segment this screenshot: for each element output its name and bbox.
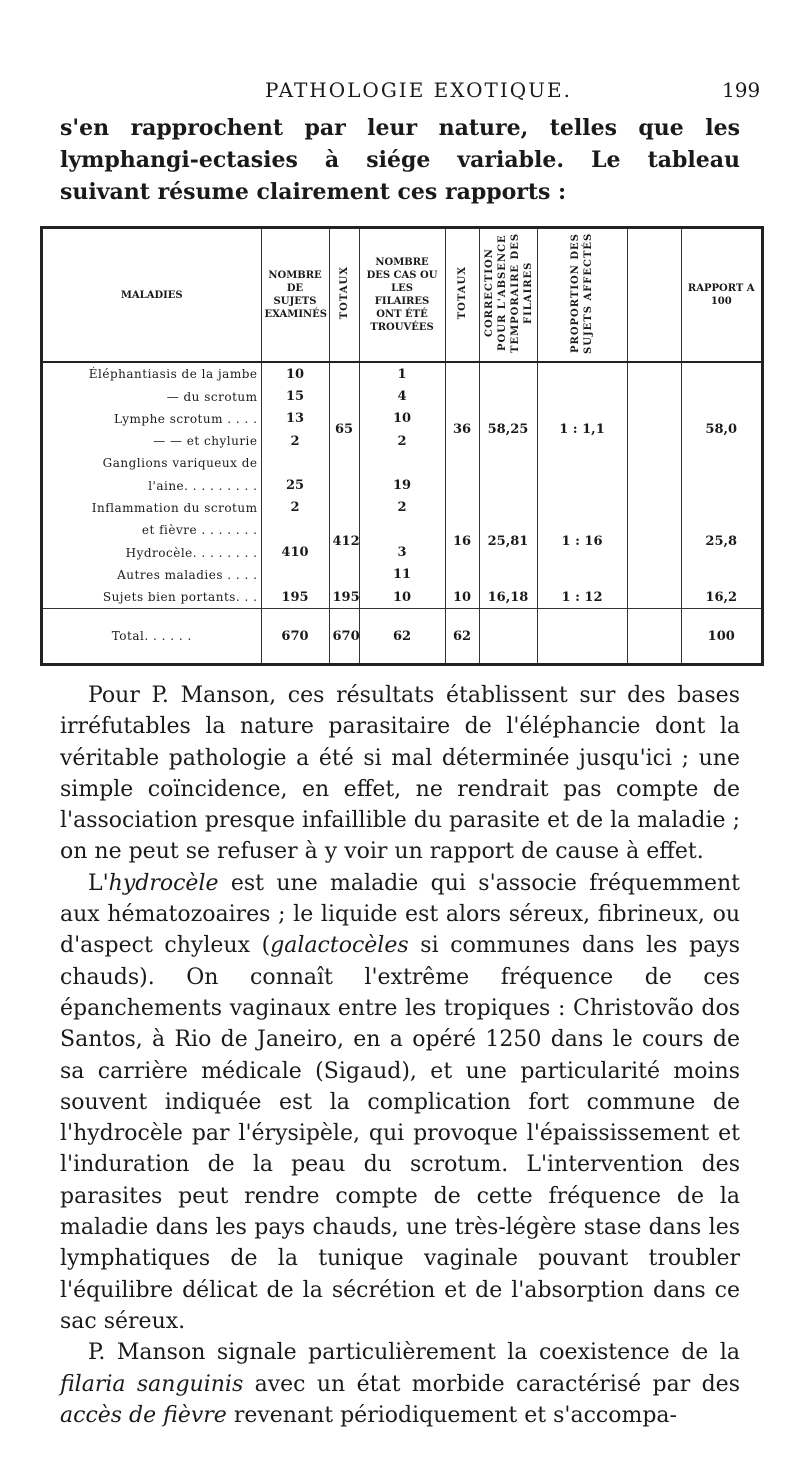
paragraph-2: L'hydrocèle est une maladie qui s'associe fréquemment aux hématozoaires ; le liquide est alors séreux, fibrineux, ou d'aspect chyleux (galactocèles si communes dans les pays chauds). On connaît l'extrême fréquence de ces épanchements vaginaux entre les tropiques : Christovão dos Santos, à Rio de Janeiro, en a opéré 1250 dans le cours de sa carrière médicale (Sigaud), et une particularité moins souvent indiquée est la complication fort commune de l'hydrocèle par l'érysipèle, qui provoque l'épaississement et l'induration de la peau du scrotum. L'intervention des parasites peut rendre compte de cette fréquence de la maladie dans les pays chauds, une très-légère stase dans les lymphatiques de la tunique vaginale pouvant troubler l'équilibre délicat de la sécrétion et de l'absorption dans ce sac séreux.: [60, 870, 740, 1334]
table-row: Ganglions variqueux de: [43, 452, 761, 474]
page-header: [0, 78, 800, 108]
table-row: Sujets bien portants. . . 195 195 10 10 16,18 1 : 12 16,2: [43, 586, 761, 609]
header-nombre: NOMBRE DE SUJETS EXAMINÉS: [261, 229, 329, 362]
table-row: Hydrocèle. . . . . . . . 410 3: [43, 541, 761, 563]
intro-paragraph: [60, 112, 740, 208]
statistics-table: [40, 226, 764, 666]
header-maladies: MALADIES: [43, 229, 261, 362]
table-row: Lymphe scrotum . . . . 13 10: [43, 408, 761, 430]
table-row: et fièvre . . . . . . .: [43, 519, 761, 541]
running-title: PATHOLOGIE EXOTIQUE.: [265, 78, 572, 102]
header-spacer: [627, 229, 681, 362]
intro-text: s'en rapprochent par leur nature, telles que les lymphangi-ectasies à siége variable. Le tableau suivant résume clairement ces rapports :: [60, 115, 740, 205]
table-row: — du scrotum 15 4: [43, 385, 761, 407]
body-text: [60, 680, 740, 1431]
table-row: Inflammation du scrotum 2 412 2 16 25,81 1 : 16 25,8: [43, 497, 761, 519]
header-filaires: NOMBRE DES CAS OU LES FILAIRES ONT ÉTÉ TROUVÉES: [359, 229, 445, 362]
header-totaux-2: TOTAUX: [445, 229, 479, 362]
table-row: — — et chylurie 2 2: [43, 430, 761, 452]
header-rapport: RAPPORT A 100: [681, 229, 761, 362]
table-total-row: Total. . . . . . 670 670 62 62 100: [43, 609, 761, 663]
page-number: 199: [722, 78, 761, 102]
header-correction: CORRECTION POUR L'ABSENCE TEMPORAIRE DES FILAIRES: [479, 229, 537, 362]
header-proportion: PROPORTION DES SUJETS AFFECTÉS: [537, 229, 627, 362]
paragraph-3: P. Manson signale particulièrement la coexistence de la filaria sanguinis avec un état morbide caractérisé par des accès de fièvre revenant périodiquement et s'accompa-: [60, 1340, 740, 1428]
table-row: Éléphantiasis de la jambe 10 65 1 36 58,25 1 : 1,1 58,0: [43, 362, 761, 385]
header-totaux-1: TOTAUX: [329, 229, 359, 362]
paragraph-1: Pour P. Manson, ces résultats établissent sur des bases irréfutables la nature parasitaire de l'éléphancie dont la véritable pathologie a été si mal déterminée jusqu'ici ; une simple coïncidence, en effet, ne rendrait pas compte de l'association presque infaillible du parasite et de la maladie ; on ne peut se refuser à y voir un rapport de cause à effet.: [60, 683, 740, 865]
table-row: l'aine. . . . . . . . . 25 19: [43, 475, 761, 497]
table-row: Autres maladies . . . . 11: [43, 564, 761, 586]
